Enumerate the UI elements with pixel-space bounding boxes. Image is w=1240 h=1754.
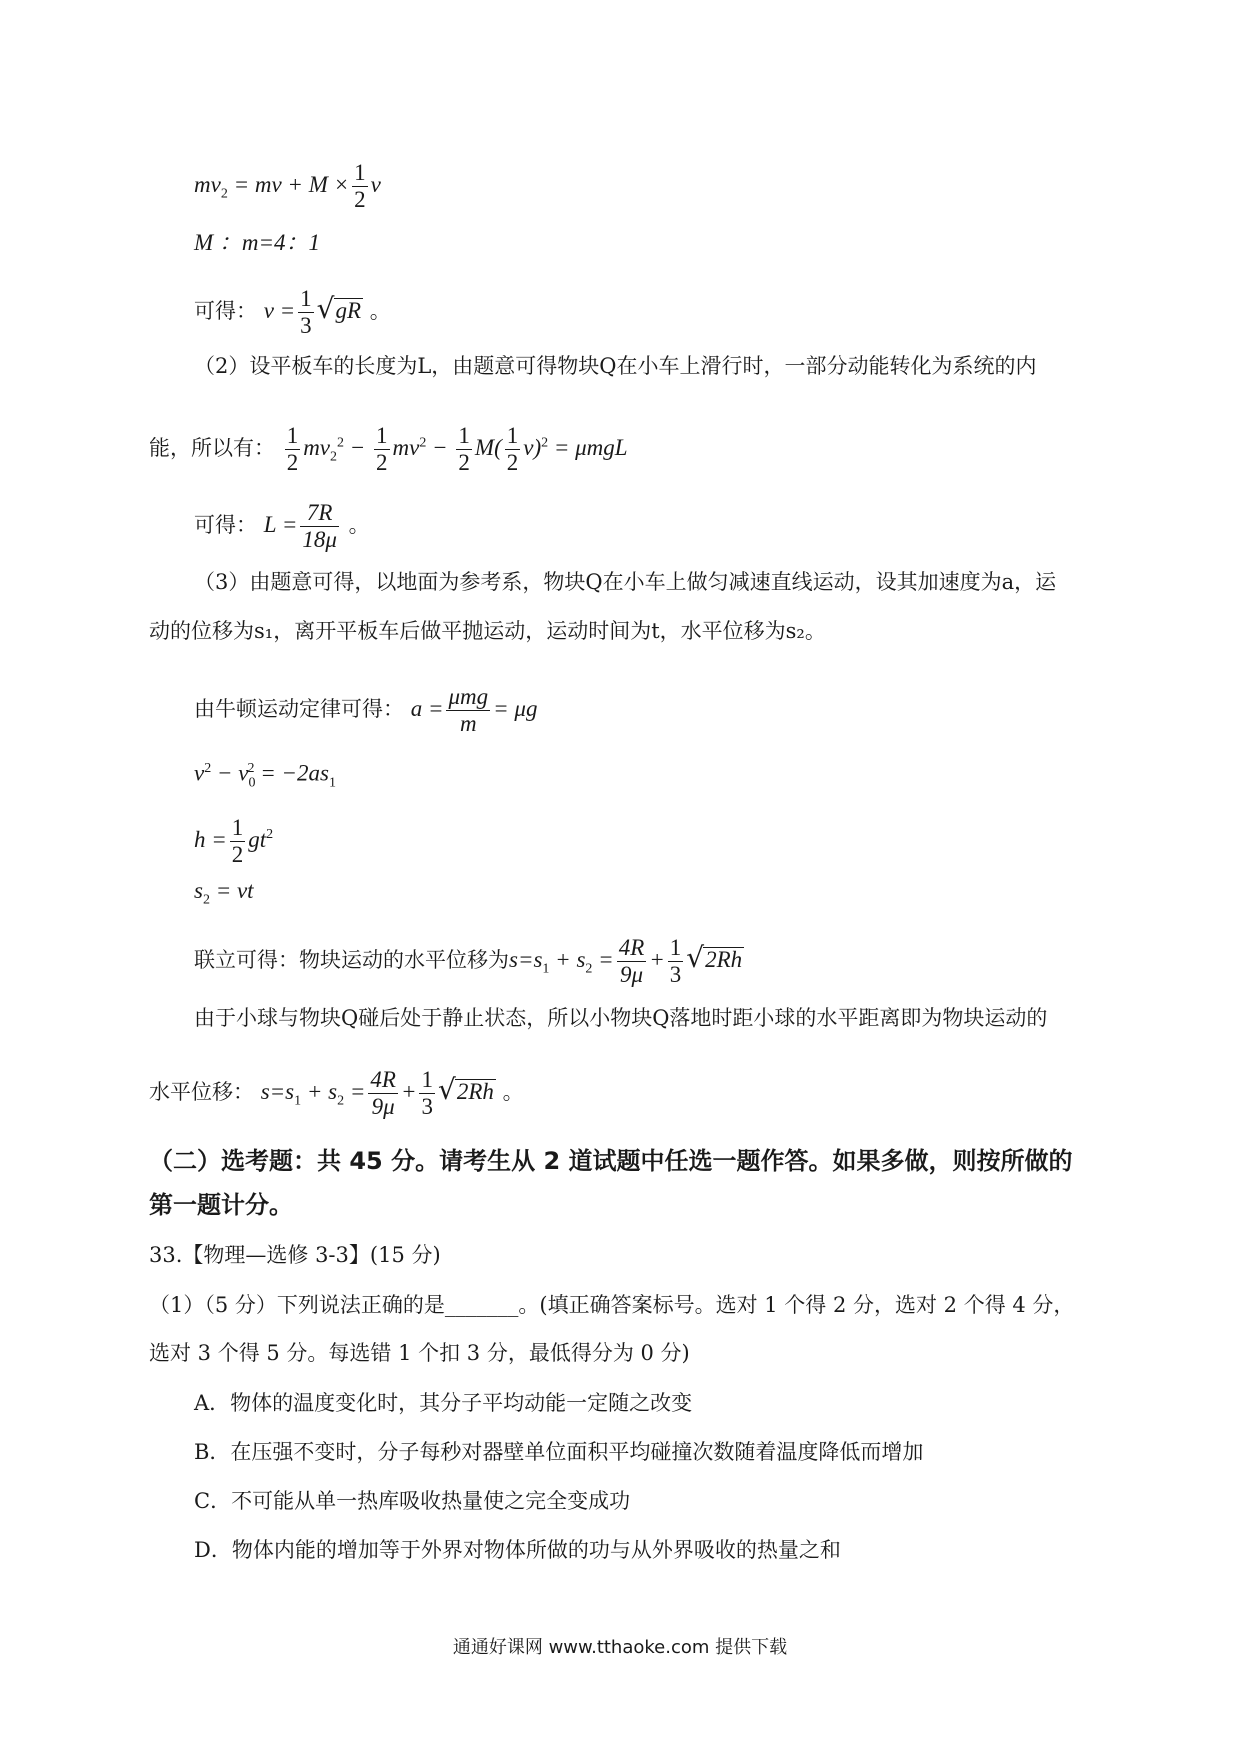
result-velocity: 可得： v = $\frac{1}{3}$ √gR 。 <box>194 286 391 338</box>
newton-equation: 由牛顿运动定律可得： a = $\frac{\text{μmg}}{m}$ = μg <box>194 684 538 736</box>
result-length-end: 。 <box>348 512 370 537</box>
part3-line1: （3）由题意可得，以地面为参考系，物块Q在小车上做匀减速直线运动，设其加速度为a，运 <box>194 570 1057 594</box>
equation-kinematic: $v^2 - v_0^2 = -2as_1$ <box>194 760 336 791</box>
result-length-label: 可得： <box>194 512 257 537</box>
equation-height: h = $\frac{1}{2}$ $gt^2$ <box>194 815 274 867</box>
combine-label: 联立可得：物块运动的水平位移为 <box>194 947 509 972</box>
option-b: B．在压强不变时，分子每秒对器壁单位面积平均碰撞次数随着温度降低而增加 <box>194 1440 924 1464</box>
question-sub1-line2: 选对 3 个得 5 分。每选错 1 个扣 3 分，最低得分为 0 分) <box>149 1341 690 1365</box>
page-footer: 通通好课网 www.tthaoke.com 提供下载 <box>452 1637 788 1658</box>
equation-mass-ratio: M ：m=4：1 <box>194 230 321 255</box>
conclusion-label: 水平位移： <box>149 1079 254 1104</box>
conclusion-line1: 由于小球与物块Q碰后处于静止状态，所以小物块Q落地时距小球的水平距离即为物块运动的 <box>194 1006 1048 1030</box>
part2-intro: （2）设平板车的长度为L，由题意可得物块Q在小车上滑行时，一部分动能转化为系统的内 <box>194 354 1037 378</box>
question-sub1-line1: （1）（5 分）下列说法正确的是_______。(填正确答案标号。选对 1 个得 2 分，选对 2 个得 4 分， <box>149 1293 1075 1317</box>
equation-s2: $s_2$ = vt <box>194 878 254 908</box>
equation-momentum: $mv_2$ = mv + M × $\frac{1}{2}$ v <box>194 160 381 212</box>
result-length: 可得： L = $\frac{7R}{18\mu}$ 。 <box>194 500 370 552</box>
result-end: 。 <box>369 298 391 323</box>
part3-line2: 动的位移为s₁，离开平板车后做平抛运动，运动时间为t，水平位移为s₂。 <box>149 619 826 643</box>
question-title: 33.【物理—选修 3-3】(15 分) <box>149 1243 441 1267</box>
combine-equation: 联立可得：物块运动的水平位移为$s=s_1 + s_2$ = $\frac{4R}{9\mu}$ + $\frac{1}{3}$ √2Rh <box>194 935 743 987</box>
option-c: C．不可能从单一热库吸收热量使之完全变成功 <box>194 1489 631 1513</box>
conclusion-end: 。 <box>502 1079 524 1104</box>
part2-energy: 能，所以有： $\frac{1}{2}$ $mv_2^2$ − $\frac{1}{2}$ $mv^2$ − $\frac{1}{2}$ M( $\frac{1}{2}$ v)$^2$ = μmgL <box>149 423 628 475</box>
conclusion-equation: 水平位移： $s=s_1 + s_2$ = $\frac{4R}{9\mu}$ + $\frac{1}{3}$ √2Rh 。 <box>149 1067 524 1119</box>
newton-label: 由牛顿运动定律可得： <box>194 696 404 721</box>
part2-energy-label: 能，所以有： <box>149 435 275 460</box>
result-label: 可得： <box>194 298 257 323</box>
section-heading-line1: （二）选考题：共 45 分。请考生从 2 道试题中任选一题作答。如果多做，则按所做的 <box>149 1147 1073 1175</box>
option-d: D．物体内能的增加等于外界对物体所做的功与从外界吸收的热量之和 <box>194 1538 841 1562</box>
section-heading-line2: 第一题计分。 <box>149 1191 293 1219</box>
option-a: A．物体的温度变化时，其分子平均动能一定随之改变 <box>194 1391 693 1415</box>
